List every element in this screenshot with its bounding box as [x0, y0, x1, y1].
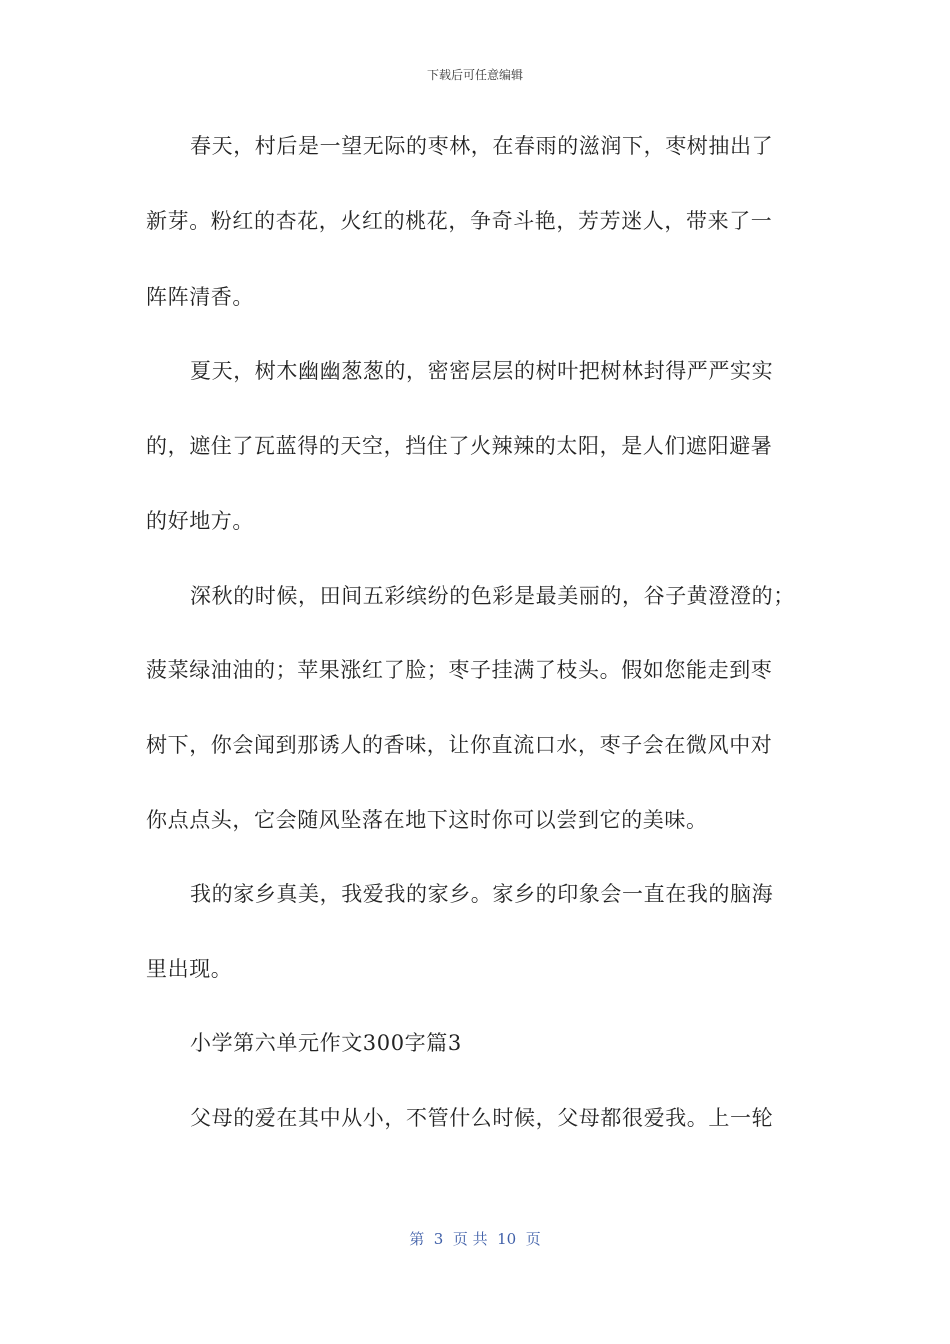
text-line: 阵阵清香。 — [146, 285, 254, 309]
text-line: 夏天，树木幽幽葱葱的，密密层层的树叶把树林封得严严实实 — [190, 359, 774, 383]
section-heading: 小学第六单元作文300字篇3 — [190, 1031, 462, 1055]
text-line: 树下，你会闻到那诱人的香味，让你直流口水，枣子会在微风中对 — [146, 733, 773, 757]
text-line: 的，遮住了瓦蓝得的天空，挡住了火辣辣的太阳，是人们遮阳避暑 — [146, 434, 773, 458]
page-header: 下载后可任意编辑 — [426, 68, 523, 82]
page-footer: 第 3 页 共 10 页 — [409, 1230, 541, 1248]
text-line: 春天，村后是一望无际的枣林，在春雨的滋润下，枣树抽出了 — [190, 134, 774, 158]
text-line: 菠菜绿油油的；苹果涨红了脸；枣子挂满了枝头。假如您能走到枣 — [146, 658, 773, 682]
text-line: 你点点头，它会随风坠落在地下这时你可以尝到它的美味。 — [146, 808, 708, 832]
text-line: 父母的爱在其中从小，不管什么时候，父母都很爱我。上一轮 — [190, 1106, 774, 1130]
text-line: 里出现。 — [146, 957, 233, 981]
text-line: 新芽。粉红的杏花，火红的桃花，争奇斗艳，芳芳迷人，带来了一 — [146, 209, 773, 233]
text-line: 的好地方。 — [146, 509, 254, 533]
text-line: 深秋的时候，田间五彩缤纷的色彩是最美丽的，谷子黄澄澄的； — [190, 584, 795, 608]
text-line: 我的家乡真美，我爱我的家乡。家乡的印象会一直在我的脑海 — [190, 882, 774, 906]
